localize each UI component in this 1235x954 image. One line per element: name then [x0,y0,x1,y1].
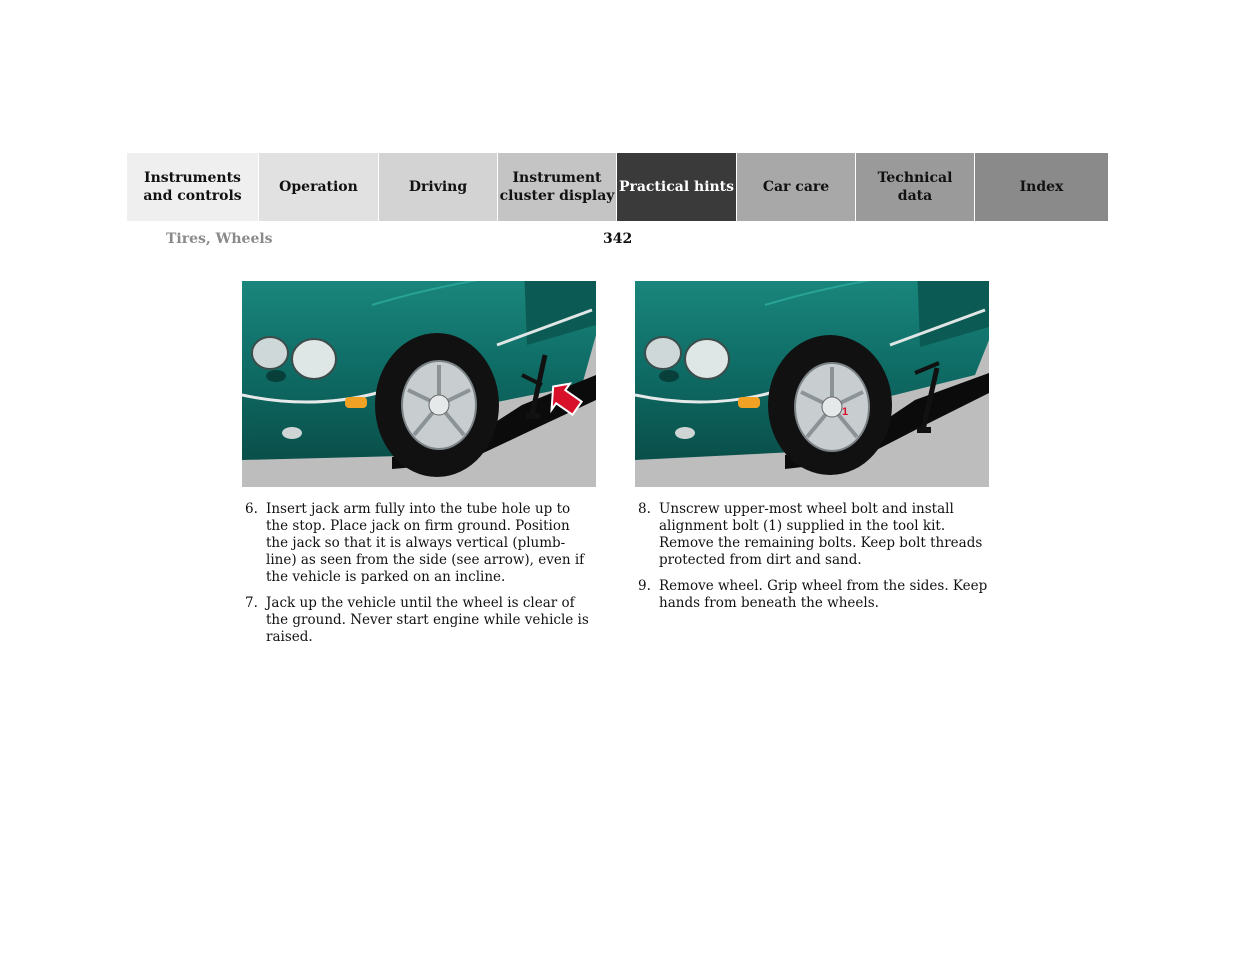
step-number: 8. [638,501,651,517]
list-item [245,501,595,586]
step-text: Jack up the vehicle until the wheel is clear of the ground. Never start engine while vehicle is raised. [266,595,589,645]
tab-driving[interactable]: Driving [379,153,498,221]
tab-technical-data[interactable]: Technical data [856,153,975,221]
tab-index[interactable]: Index [975,153,1108,221]
section-title: Tires, Wheels [166,231,273,247]
step-text: Insert jack arm fully into the tube hole up to the stop. Place jack on firm ground. Position the jack so that it is always vertical (plumb-line) as seen from the side (see arrow), even if the vehicle is parked on an incline. [266,501,585,585]
tab-practical-hints[interactable]: Practical hints [617,153,737,221]
list-item [638,578,988,612]
tab-operation[interactable]: Operation [259,153,379,221]
list-item [245,595,595,646]
step-number: 9. [638,578,651,594]
chapter-tab-bar [127,153,1108,221]
instructions-left-column [245,501,595,655]
tab-instruments-and-controls[interactable]: Instruments and controls [127,153,259,221]
step-text: Unscrew upper-most wheel bolt and install alignment bolt (1) supplied in the tool kit. Remove the remaining bolts. Keep bolt threads protected from dirt and sand. [659,501,983,568]
alignment-bolt-callout: 1 [842,406,849,418]
step-text: Remove wheel. Grip wheel from the sides. Keep hands from beneath the wheels. [659,578,988,611]
illustration-jack-positioning [242,265,596,487]
page-number: 342 [603,231,633,247]
step-number: 6. [245,501,258,517]
list-item [638,501,988,569]
step-number: 7. [245,595,258,611]
instructions-right-column [638,501,988,621]
tab-instrument-cluster-display[interactable]: Instrument cluster display [498,153,617,221]
tab-car-care[interactable]: Car care [737,153,856,221]
illustration-alignment-bolt [635,265,989,487]
